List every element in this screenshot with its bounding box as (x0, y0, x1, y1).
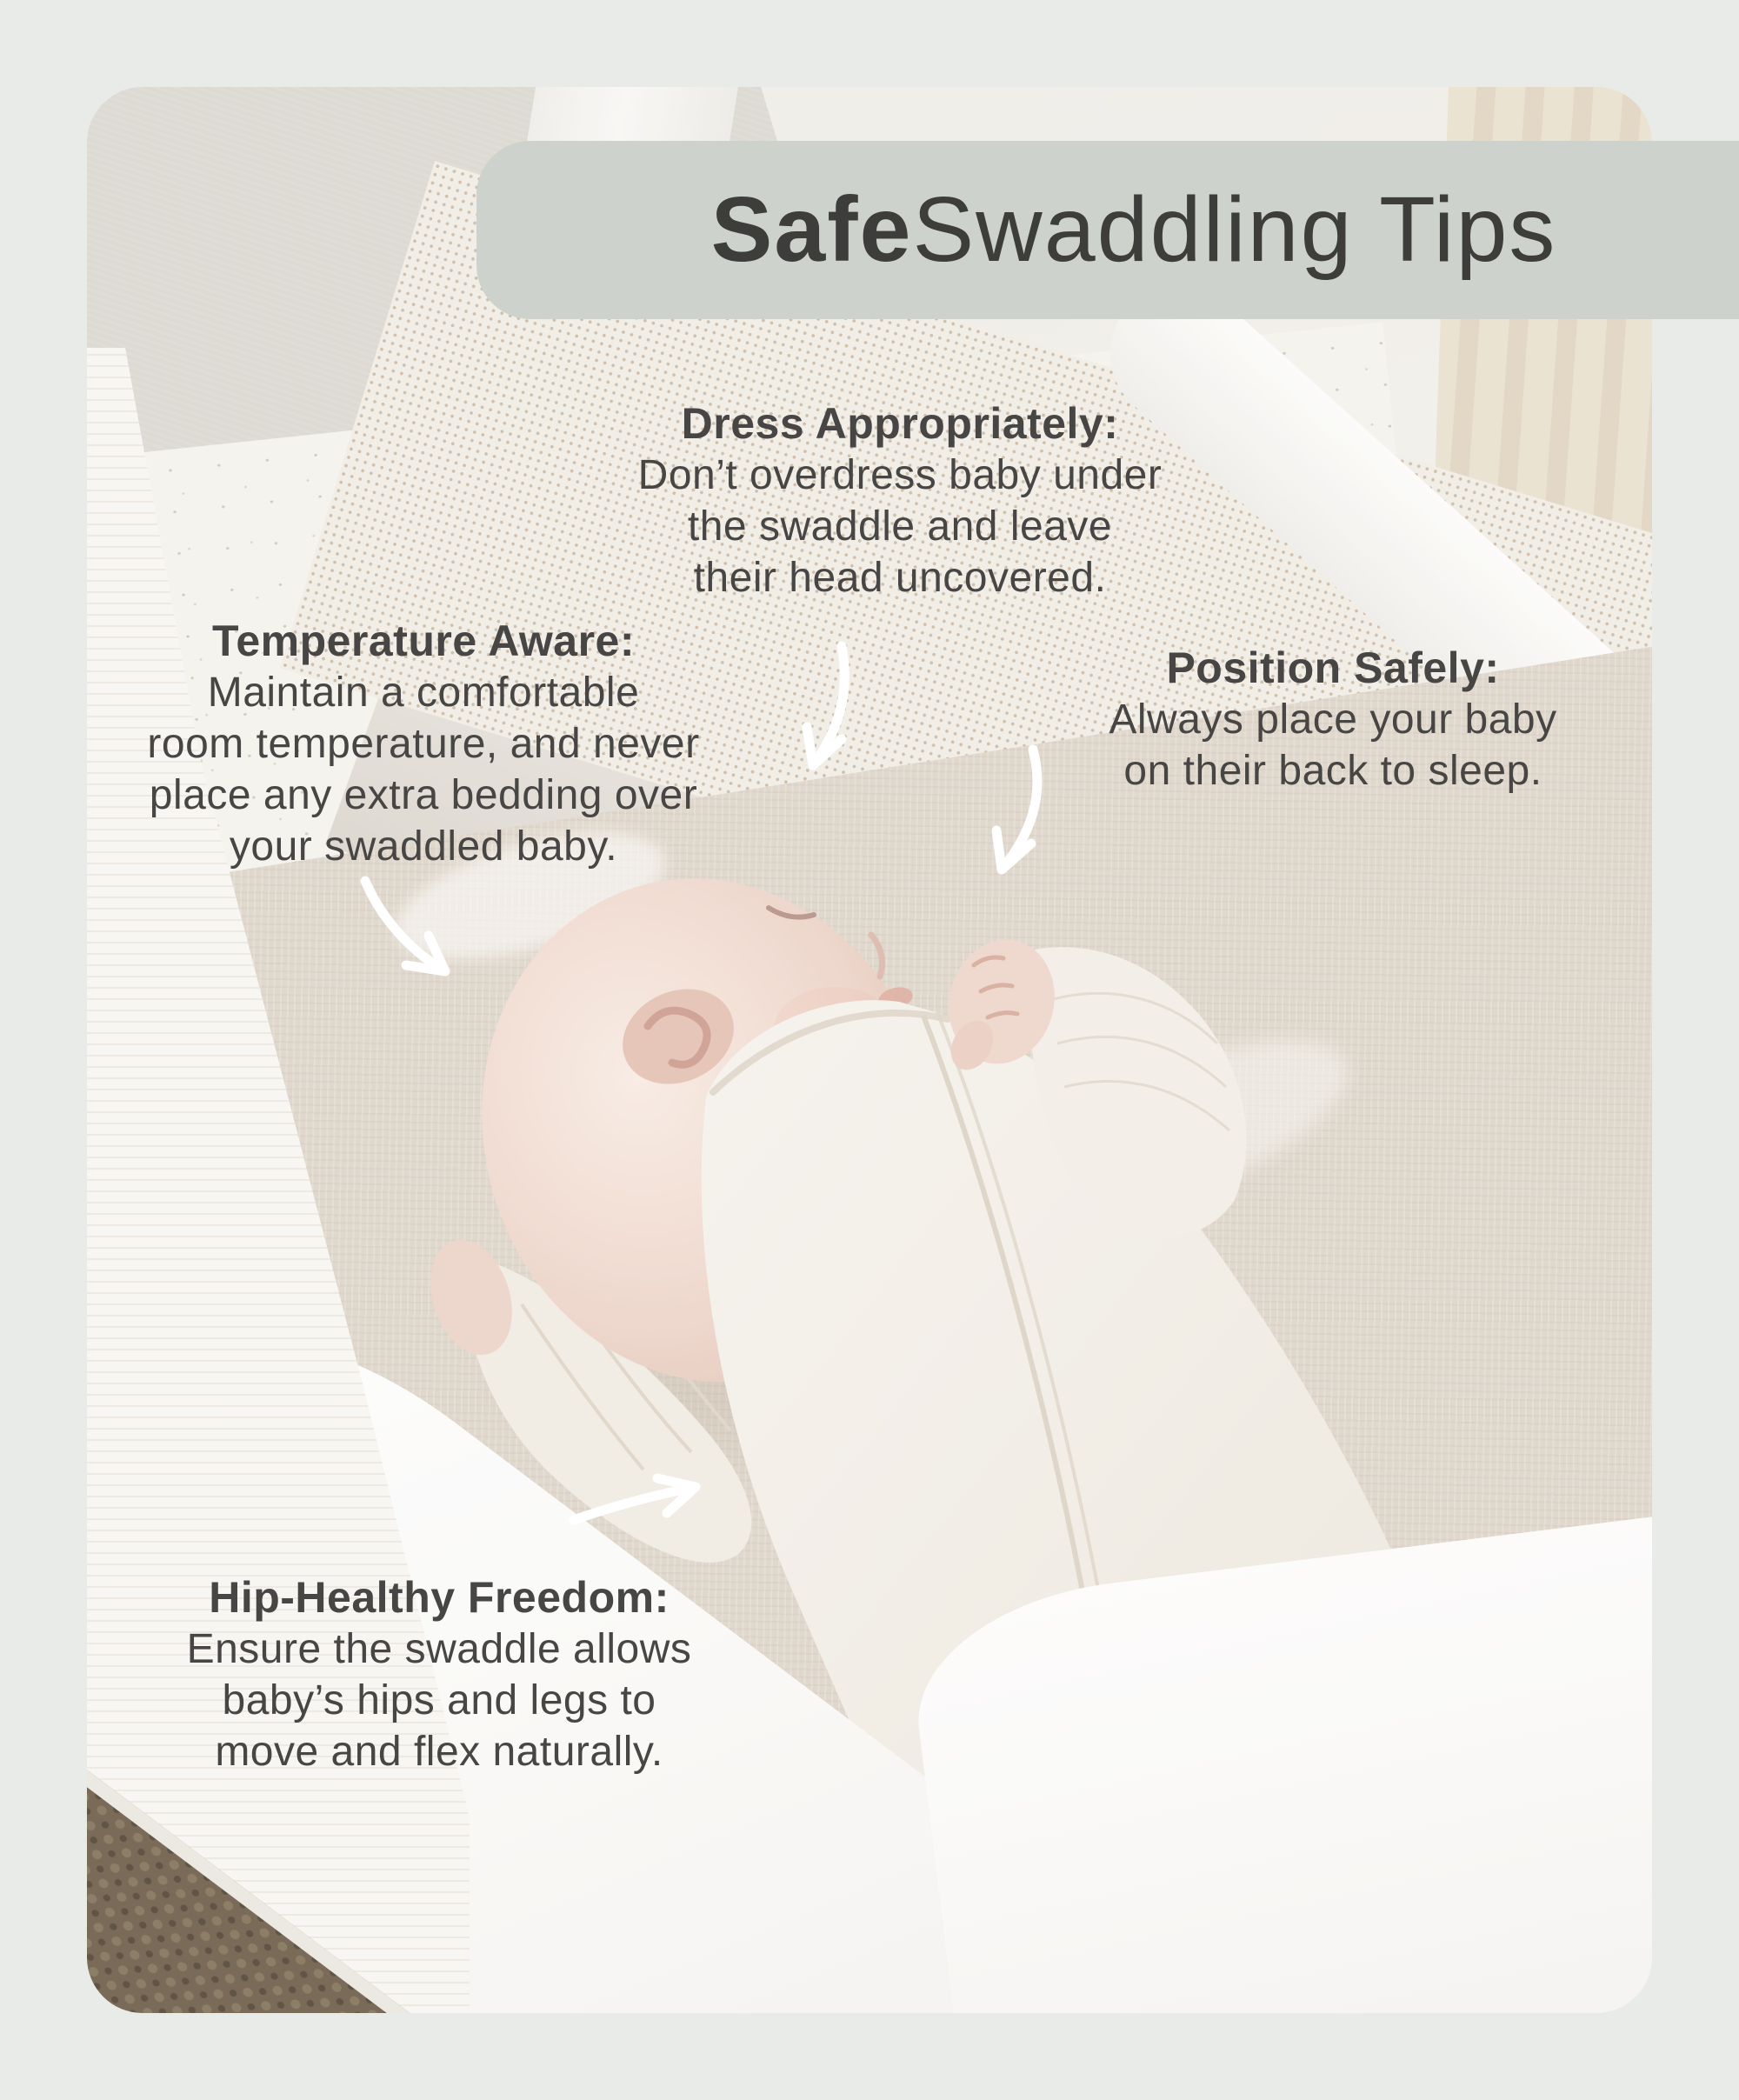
tip-temperature-aware (147, 616, 699, 872)
tip-heading: Temperature Aware: (211, 617, 636, 665)
tip-line: move and flex naturally. (215, 1729, 663, 1775)
tip-heading: Hip-Healthy Freedom: (209, 1573, 670, 1622)
tip-line: the swaddle and leave (687, 503, 1113, 550)
tip-heading: Dress Appropriately: (681, 399, 1119, 448)
tip-line: Maintain a comfortable (207, 670, 640, 716)
tip-heading: Position Safely: (1166, 643, 1500, 692)
tip-hip-healthy-freedom (187, 1572, 692, 1777)
tip-line: their head uncovered. (693, 555, 1107, 601)
tip-dress-appropriately (638, 398, 1163, 603)
title-bold: Safe (710, 178, 913, 281)
title-rest: Swaddling Tips (912, 178, 1557, 281)
tip-line: your swaddled baby. (229, 823, 618, 870)
tip-line: Ensure the swaddle allows (186, 1626, 692, 1672)
title-banner (476, 141, 1739, 319)
tip-line: room temperature, and never (147, 721, 700, 767)
tip-position-safely (1109, 643, 1556, 797)
tip-line: place any extra bedding over (149, 772, 698, 818)
tip-line: on their back to sleep. (1123, 748, 1542, 794)
tip-line: baby’s hips and legs to (222, 1677, 656, 1723)
tip-line: Don’t overdress baby under (637, 452, 1163, 498)
tip-line: Always place your baby (1109, 697, 1557, 743)
